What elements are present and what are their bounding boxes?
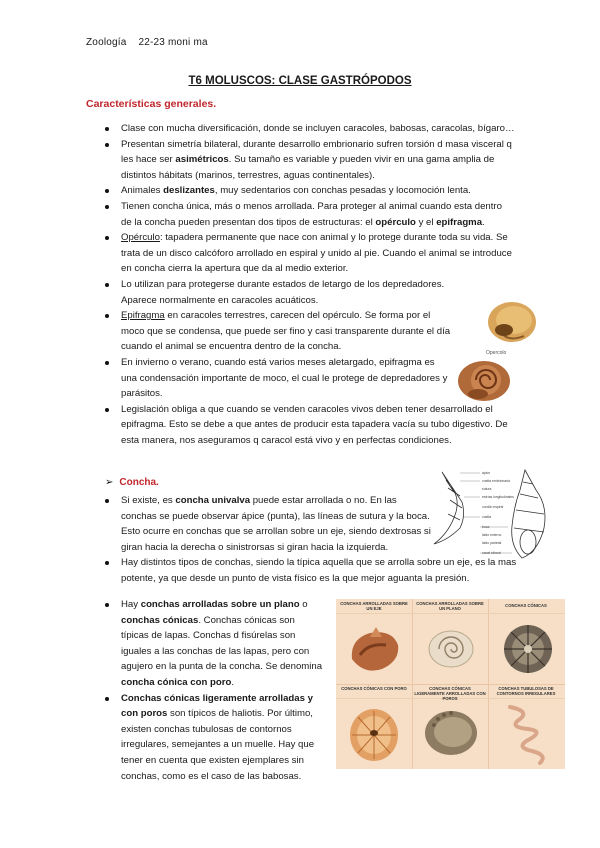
list-item: Lo utilizan para protegerse durante estados de letargo de los depredadores. Aparece normalmente en caracoles acuáticos. bbox=[105, 277, 451, 308]
grid-header: CONCHAS CÓNICAS LIGERAMENTE ARROLLADAS CON POROS bbox=[414, 686, 486, 701]
list-item: Hay conchas arrolladas sobre un plano o conchas cónicas. Conchas cónicas son típicas de lapas. Conchas d fisúrelas son iguales a las conchas de las lapas, pero con agujero en la punta de la concha. Se denomina concha cónica con poro. bbox=[105, 597, 325, 691]
concha-types-list bbox=[105, 597, 325, 784]
shell-label: vuelta embrionaria bbox=[482, 479, 510, 483]
grid-header: CONCHAS ARROLLADAS SOBRE UN PLANO bbox=[416, 601, 484, 611]
list-item: Clase con mucha diversificación, donde se incluyen caracoles, babosas, caracolas, bígaro… bbox=[105, 121, 515, 137]
list-item: Presentan simetría bilateral, durante desarrollo embrionario sufren torsión d masa visceral q les hace ser asimétricos. Su tamaño es variable y pueden vivir en una gama amplia de distintos hábitats (marinos, terrestres, aguas continentales). bbox=[105, 137, 515, 184]
section-heading-caracteristicas: Características generales. bbox=[86, 98, 217, 110]
shell-label: boca bbox=[482, 525, 490, 529]
limpet-shell-image bbox=[498, 619, 558, 679]
shell-label: ápice bbox=[482, 471, 491, 475]
header-meta: 22-23 moni ma bbox=[138, 37, 208, 48]
course-name: Zoología bbox=[86, 37, 127, 48]
list-item: Si existe, es concha univalva puede estar arrollada o no. En las conchas se puede observar ápice (punta), las líneas de sutura y la boca. Esto ocurre en conchas que se arrollan sobre un eje, siendo dextrosas si giran hacia la derecha o sinistrorsas si giran hacia la izquierda. bbox=[105, 493, 431, 555]
shell-label: labio parietal bbox=[482, 541, 502, 545]
abalone-shell-image bbox=[420, 705, 482, 761]
list-item: En invierno o verano, cuando está varios meses aletargado, epifragma es una condensación importante de moco, el cual le protege de depredadores y parásitos. bbox=[105, 355, 451, 402]
shell-label: cordón espiral bbox=[482, 505, 504, 509]
shell-label: labio externo bbox=[482, 533, 502, 537]
shell-label: vuelta bbox=[482, 515, 492, 519]
list-item: Opérculo: tapadera permanente que nace con animal y lo protege durante toda su vida. Se trata de un disco calcóforo arrollado en espiral y unido al pie. Cuando el animal se introduce en concha cierra la apertura que da al medio exterior. bbox=[105, 230, 515, 277]
shell-label: sutura bbox=[482, 487, 492, 491]
grid-header: CONCHAS ARROLLADAS SOBRE UN EJE bbox=[340, 601, 408, 611]
operculum-snail-image bbox=[474, 296, 544, 358]
keyhole-limpet-image bbox=[344, 703, 404, 765]
grid-header: CONCHAS TUBULOSAS DE CONTORNOS IRREGULARES bbox=[496, 686, 556, 696]
page-title: T6 MOLUSCOS: CLASE GASTRÓPODOS bbox=[188, 75, 412, 87]
page-header bbox=[86, 37, 208, 48]
operculum-label: Opercolo bbox=[486, 350, 507, 356]
list-item: Legislación obliga a que cuando se venden caracoles vivos deben tener desarrollado el epifragma. Esto se debe a que antes de producir esta tapadera vacía su tubo digestivo. De esta manera, nos aseguramos q caracol está vivo y en perfectas condiciones. bbox=[105, 402, 515, 449]
epiphragm-snail-image bbox=[448, 356, 520, 406]
tubular-shell-image bbox=[500, 701, 558, 767]
section-heading-concha: ➢ Concha. bbox=[105, 477, 159, 488]
list-item: Conchas cónicas ligeramente arrolladas y con poros son típicos de haliotis. Por último, existen conchas tubulosas de contornos irregulares, semejantes a un muelle. Hay que tener en cuenta que existen ejemplares sin conchas, como es el caso de las babosas. bbox=[105, 691, 325, 785]
shell-label: estrías longitudinales bbox=[482, 495, 514, 499]
list-item: Hay distintos tipos de conchas, siendo la típica aquella que se arrolla sobre un eje, es la mas potente, ya que desde un punto de vista físico es la que mejor aguanta la presión. bbox=[105, 555, 520, 586]
list-item: Animales deslizantes, muy sedentarios con conchas pesadas y locomoción lenta. bbox=[105, 183, 515, 199]
list-item: Tienen concha única, más o menos arrollada. Para proteger al animal cuando esta dentro de la concha pueden presentan dos tipos de estructuras: el opérculo y el epifragma. bbox=[105, 199, 515, 230]
planar-shell-image bbox=[422, 623, 480, 675]
shell-label: canal sifonal bbox=[482, 551, 501, 555]
grid-header: CONCHAS CÓNICAS CON PORO bbox=[341, 686, 407, 691]
list-item: Epifragma en caracoles terrestres, carecen del opérculo. Se forma por el moco que se condensa, que puede ser fino y casi transparente durante el día cuando el animal se encuentra dentro de la concha. bbox=[105, 308, 451, 355]
grid-header: CONCHAS CÓNICAS bbox=[505, 603, 547, 608]
shell-anatomy-diagram bbox=[420, 466, 565, 564]
shell-types-grid bbox=[336, 599, 565, 769]
conch-shell-image bbox=[342, 619, 406, 679]
